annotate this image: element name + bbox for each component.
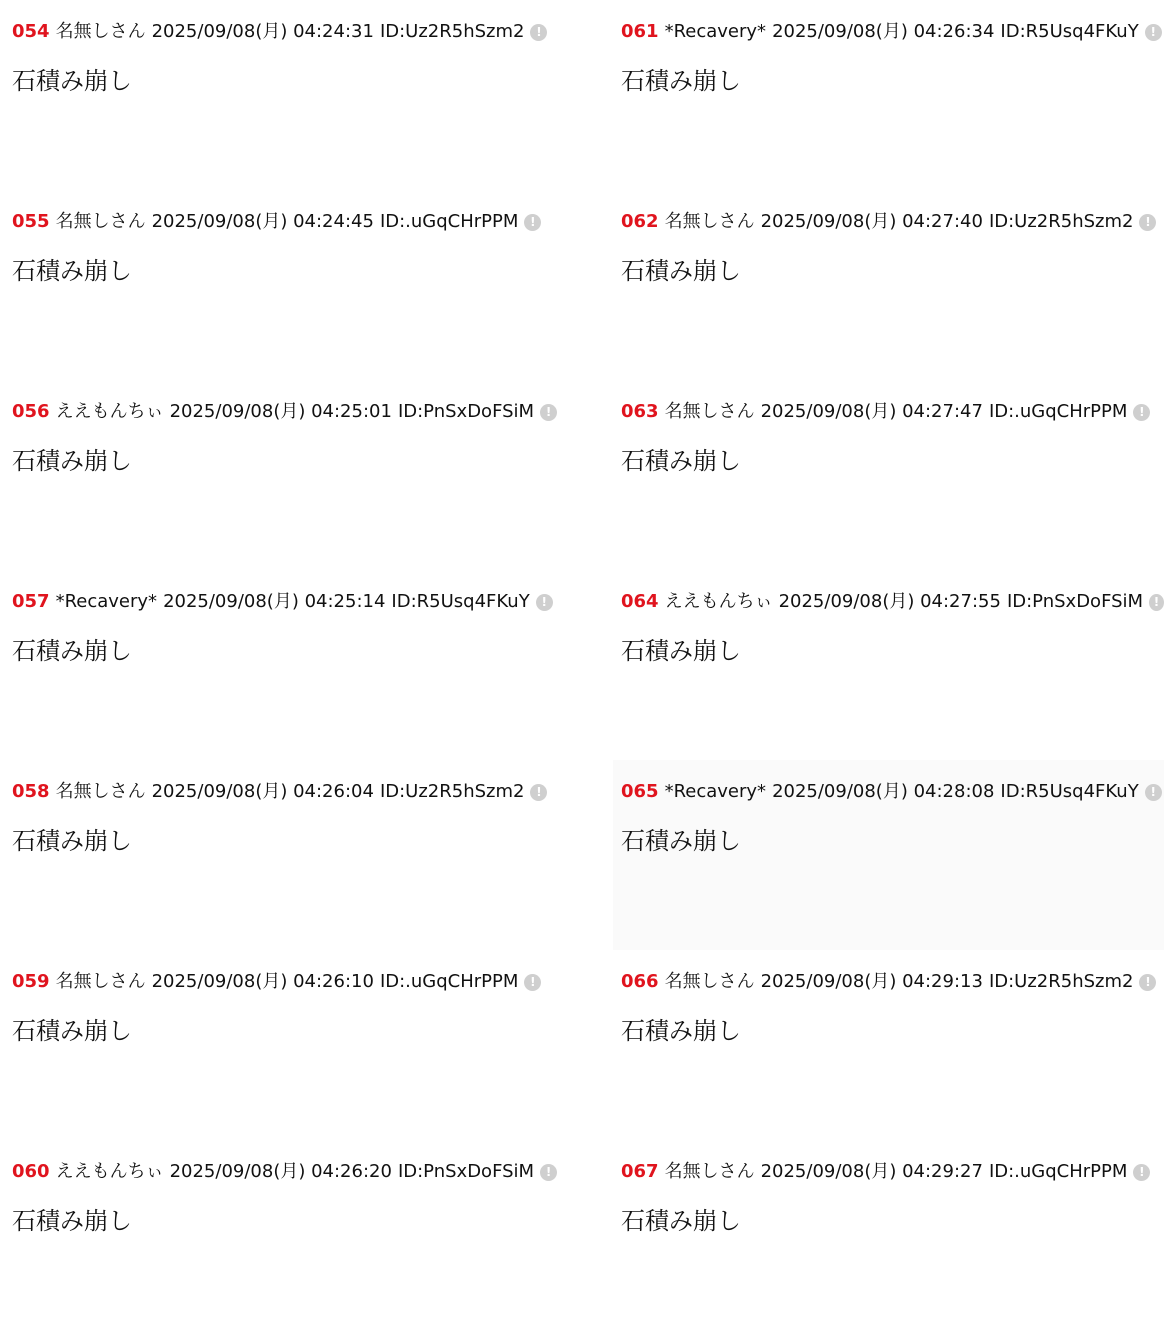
post-author: ええもんちぃ [55,401,164,422]
post-author: 名無しさん [55,781,146,802]
post-header [621,210,1164,234]
post-date: 2025/09/08(月) 04:29:27 [760,1161,983,1182]
post-body: 石積み崩し [621,637,741,665]
post-author: 名無しさん [55,971,146,992]
post-number[interactable]: 064 [621,591,659,612]
report-icon[interactable]: ! [540,1164,557,1181]
post-number[interactable]: 060 [12,1161,50,1182]
post-number[interactable]: 059 [12,971,50,992]
post-author: 名無しさん [664,1161,755,1182]
post-id[interactable]: ID:.uGqCHrPPM [379,971,519,992]
report-icon[interactable]: ! [530,24,547,41]
post [613,190,1164,380]
post-body: 石積み崩し [12,1017,132,1045]
post-date: 2025/09/08(月) 04:27:40 [760,211,983,232]
post-id[interactable]: ID:R5Usq4FKuY [391,591,530,612]
report-icon[interactable]: ! [1139,214,1156,231]
post-date: 2025/09/08(月) 04:29:13 [760,971,983,992]
post [613,570,1164,760]
post [613,950,1164,1140]
post-header [12,20,564,44]
post-id[interactable]: ID:R5Usq4FKuY [1000,21,1139,42]
post [4,380,564,570]
post-header [12,1160,564,1184]
post-body: 石積み崩し [12,447,132,475]
post [613,380,1164,570]
post-id[interactable]: ID:Uz2R5hSzm2 [379,781,525,802]
post-author: 名無しさん [55,211,146,232]
post-highlighted [613,760,1164,950]
post-date: 2025/09/08(月) 04:25:01 [169,401,392,422]
post-id[interactable]: ID:R5Usq4FKuY [1000,781,1139,802]
post-author: 名無しさん [664,211,755,232]
post [4,950,564,1140]
post-body: 石積み崩し [621,447,741,475]
post-date: 2025/09/08(月) 04:28:08 [772,781,995,802]
post-number[interactable]: 058 [12,781,50,802]
post-date: 2025/09/08(月) 04:26:20 [169,1161,392,1182]
post-id[interactable]: ID:PnSxDoFSiM [397,401,535,422]
post-date: 2025/09/08(月) 04:27:47 [760,401,983,422]
post-number[interactable]: 061 [621,21,659,42]
right-post-column [613,0,1164,1330]
post [4,570,564,760]
post-header [12,400,564,424]
post-header [12,590,564,614]
post [4,190,564,380]
post-number[interactable]: 065 [621,781,659,802]
post-body: 石積み崩し [12,1207,132,1235]
post-author: 名無しさん [664,971,755,992]
post-date: 2025/09/08(月) 04:26:34 [772,21,995,42]
post-id[interactable]: ID:Uz2R5hSzm2 [379,21,525,42]
report-icon[interactable]: ! [530,784,547,801]
post-date: 2025/09/08(月) 04:27:55 [778,591,1001,612]
post-id[interactable]: ID:PnSxDoFSiM [397,1161,535,1182]
post-body: 石積み崩し [621,1207,741,1235]
post [613,0,1164,190]
post-number[interactable]: 054 [12,21,50,42]
post-header [621,400,1164,424]
post-body: 石積み崩し [12,827,132,855]
post-author: ええもんちぃ [664,591,773,612]
post-author: 名無しさん [55,21,146,42]
post-header [621,590,1164,614]
report-icon[interactable]: ! [1145,24,1162,41]
post-id[interactable]: ID:.uGqCHrPPM [988,401,1128,422]
post [4,0,564,190]
post-date: 2025/09/08(月) 04:25:14 [163,591,386,612]
post-author: ええもんちぃ [55,1161,164,1182]
post-date: 2025/09/08(月) 04:24:45 [151,211,374,232]
post-number[interactable]: 067 [621,1161,659,1182]
post-header [12,210,564,234]
post [4,760,564,950]
post-date: 2025/09/08(月) 04:26:10 [151,971,374,992]
post-header [12,780,564,804]
post-body: 石積み崩し [621,827,741,855]
post-id[interactable]: ID:Uz2R5hSzm2 [988,971,1134,992]
post-body: 石積み崩し [621,257,741,285]
post [613,1140,1164,1330]
post-header [12,970,564,994]
post-id[interactable]: ID:PnSxDoFSiM [1006,591,1144,612]
post-header [621,1160,1164,1184]
post-author: *Recavery* [664,21,767,42]
post-number[interactable]: 055 [12,211,50,232]
post-body: 石積み崩し [12,67,132,95]
post-id[interactable]: ID:.uGqCHrPPM [379,211,519,232]
post [4,1140,564,1330]
report-icon[interactable]: ! [1145,784,1162,801]
report-icon[interactable]: ! [536,594,553,611]
post-header [621,780,1164,804]
report-icon[interactable]: ! [524,214,541,231]
report-icon[interactable]: ! [1133,404,1150,421]
post-id[interactable]: ID:.uGqCHrPPM [988,1161,1128,1182]
post-number[interactable]: 066 [621,971,659,992]
post-author: *Recavery* [55,591,158,612]
post-number[interactable]: 057 [12,591,50,612]
post-author: *Recavery* [664,781,767,802]
post-body: 石積み崩し [12,257,132,285]
post-id[interactable]: ID:Uz2R5hSzm2 [988,211,1134,232]
post-body: 石積み崩し [621,1017,741,1045]
report-icon[interactable]: ! [1133,1164,1150,1181]
post-date: 2025/09/08(月) 04:24:31 [151,21,374,42]
post-header [621,20,1164,44]
post-number[interactable]: 056 [12,401,50,422]
post-date: 2025/09/08(月) 04:26:04 [151,781,374,802]
report-icon[interactable]: ! [1139,974,1156,991]
post-number[interactable]: 062 [621,211,659,232]
post-header [621,970,1164,994]
left-post-column [4,0,564,1330]
post-body: 石積み崩し [621,67,741,95]
post-body: 石積み崩し [12,637,132,665]
post-author: 名無しさん [664,401,755,422]
report-icon[interactable]: ! [1149,594,1164,611]
report-icon[interactable]: ! [524,974,541,991]
post-number[interactable]: 063 [621,401,659,422]
report-icon[interactable]: ! [540,404,557,421]
